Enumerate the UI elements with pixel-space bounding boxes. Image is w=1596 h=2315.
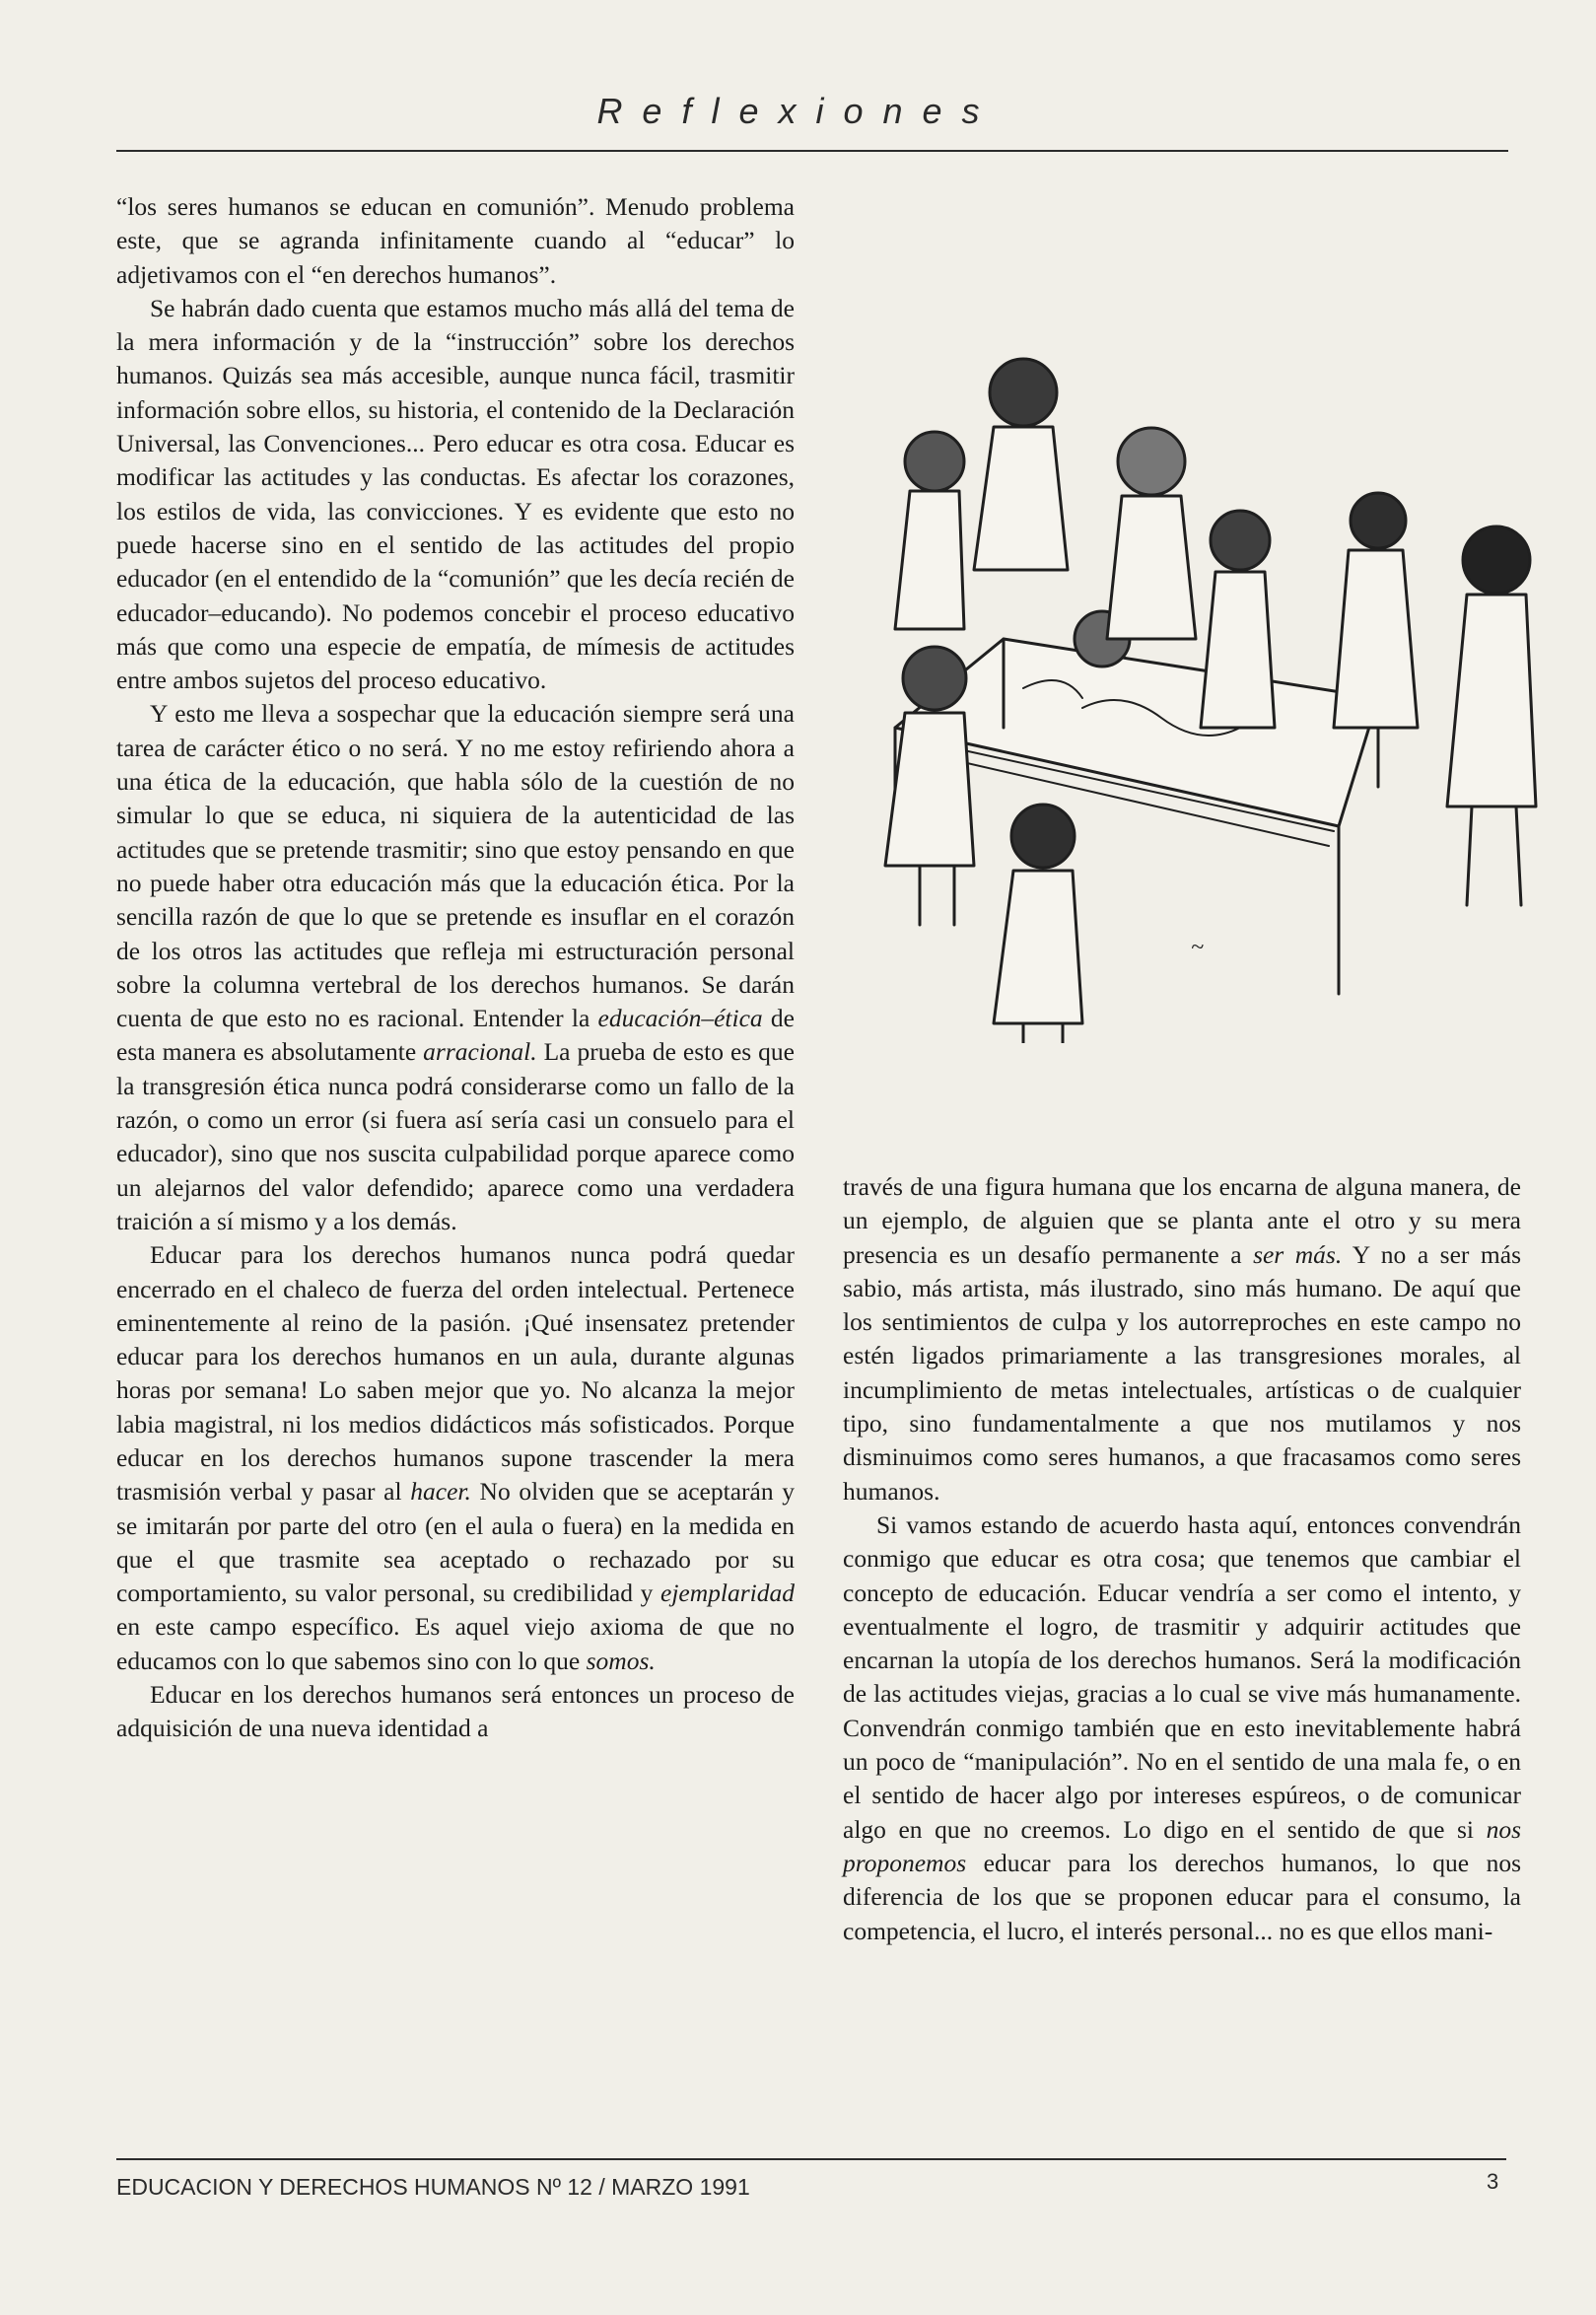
publication-footer: EDUCACION Y DERECHOS HUMANOS Nº 12 / MARZO 1991 bbox=[116, 2174, 750, 2200]
emphasis: arracional. bbox=[423, 1037, 537, 1067]
paragraph: Educar para los derechos humanos nunca podrá quedar encerrado en el chaleco de fuerza del orden intelectual. Pertenece eminentemente al reino de la pasión. ¡Qué insensatez pretender educar para los derechos humanos en un aula, durante algunas horas por semana! Lo saben mejor que yo. No alcanza la mejor labia magistral, ni los medios didácticos más sofisticados. Porque educar en los derechos humanos supone trascender la mera trasmisión verbal y pasar al hacer. No olviden que se aceptarán y se imitarán por parte del otro (en el aula o fuera) en la medida en que el que trasmite sea aceptado o rechazado por su comportamiento, su valor personal, su credibilidad y ejemplaridad en este campo específico. Es aquel viejo axioma de que no educamos con lo que sabemos sino con lo que somos. bbox=[116, 1240, 795, 1675]
emphasis: hacer. bbox=[410, 1477, 471, 1507]
paragraph: Y esto me lleva a sospechar que la educación siempre será una tarea de carácter ético o no será. Y no me estoy refiriendo ahora a una ética de la educación, que habla sólo de la cuestión de no simular lo que se educa, ni siquiera de la autenticidad de las actitudes que se pretende trasmitir; sino que estoy pensando en que no puede haber otra educación más que la educación ética. Por la sencilla razón de que lo que se pretende es insuflar en el corazón de los otros las actitudes que refleja mi estructuración personal sobre la columna vertebral de los derechos humanos. Se darán cuenta de que esto no es racional. Entender la educación–ética de esta manera es absolutamente arracional. La prueba de esto es que la transgresión ética nunca podrá considerarse como un fallo de la razón, o como un error (si fuera así sería casi un consuelo para el educador), sino que nos suscita culpabilidad porque aparece como un alejarnos del valor defendido; aparece como una verdadera traición a sí mismo y a los demás. bbox=[116, 699, 795, 1235]
emphasis: nos proponemos bbox=[843, 1814, 1521, 1877]
left-column bbox=[116, 190, 795, 1746]
section-title: Reflexiones bbox=[596, 91, 1000, 131]
paragraph: Educar en los derechos humanos será entonces un proceso de adquisición de una nueva identidad a bbox=[116, 1680, 795, 1743]
svg-text:~: ~ bbox=[1191, 935, 1204, 960]
paragraph: “los seres humanos se educan en comunión”. Menudo problema este, que se agranda infinitamente cuando al “educar” lo adjetivamos con el “en derechos humanos”. bbox=[116, 192, 795, 289]
paragraph: Se habrán dado cuenta que estamos mucho más allá del tema de la mera información y de la “instrucción” sobre los derechos humanos. Quizás sea más accesible, aunque nunca fácil, trasmitir información sobre ellos, su historia, el contenido de la Declaración Universal, las Convenciones... Pero educar es otra cosa. Educar es modificar las actitudes y las conductas. Es afectar los corazones, los estilos de vida, las convicciones. Y es evidente que esto no puede hacerse sino en el sentido de las actitudes del propio educador (en el entendido de la “comunión” que les decía recién de educador–educando). No podemos concebir el proceso educativo más que como una especie de empatía, de mímesis de actitudes entre ambos sujetos del proceso educativo. bbox=[116, 293, 795, 695]
emphasis: ser más. bbox=[1253, 1239, 1343, 1269]
footer-rule bbox=[116, 2158, 1506, 2160]
paragraph: Si vamos estando de acuerdo hasta aquí, entonces convendrán conmigo que educar es otra cosa; que tenemos que cambiar el concepto de educación. Educar vendría a ser como el intento, y eventualmente el logro, de trasmitir y adquirir actitudes que encarnan la utopía de los derechos humanos. Será la modificación de las actitudes viejas, gracias a lo cual se vive más humanamente. Convendrán conmigo también que en esto inevitablemente habrá un poco de “manipulación”. No en el sentido de una mala fe, o en el sentido de hacer algo por intereses espúreos, o de comunicar algo en que no creemos. Lo digo en el sentido de que si nos proponemos educar para los derechos humanos, lo que nos diferencia de los que se proponen educar para el consumo, la competencia, el lucro, el interés personal... no es que ellos mani- bbox=[843, 1509, 1521, 1945]
header-rule bbox=[116, 150, 1508, 152]
emphasis: ejemplaridad bbox=[660, 1578, 795, 1608]
right-column bbox=[843, 1170, 1521, 1948]
emphasis: somos. bbox=[586, 1646, 656, 1675]
page-number: 3 bbox=[1487, 2169, 1499, 2194]
emphasis: educación–ética bbox=[597, 1004, 763, 1033]
paragraph: través de una figura humana que los encarna de alguna manera, de un ejemplo, de alguien que se planta ante el otro y su mera presencia es un desafío permanente a ser más. Y no a ser más sabio, más artista, más ilustrado, sino más humano. De aquí que los sentimientos de culpa y los autorreproches en este campo no estén ligados primariamente a las transgresiones morales, al incumplimiento de metas intelectuales, artísticas o de cualquier tipo, sino fundamentalmente a que nos mutilamos y nos disminuimos como seres humanos, a que fracasamos como seres humanos. bbox=[843, 1172, 1521, 1506]
classroom-illustration bbox=[826, 314, 1556, 1043]
